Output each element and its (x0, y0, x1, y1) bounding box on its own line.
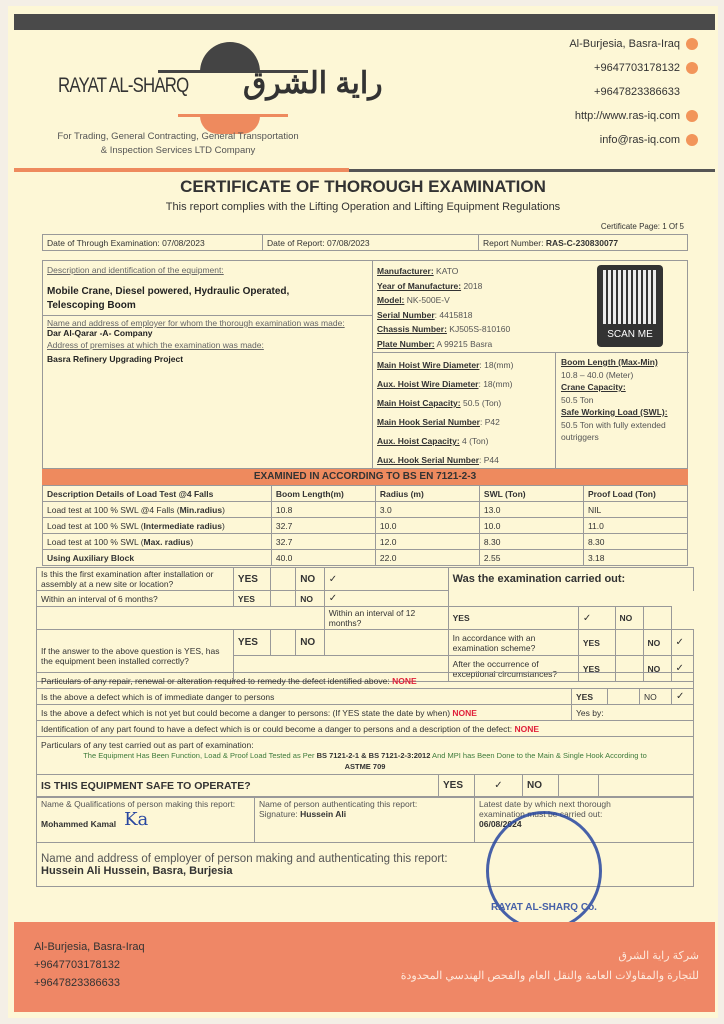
interval-yes-box[interactable]: ✓ (578, 607, 615, 630)
interval-question: Within an interval of 6 months? (37, 591, 234, 607)
installed-correctly-question: If the answer to the above question is YES, has the equipment been installed correctly? (37, 630, 234, 682)
table-cell: 8.30 (479, 534, 583, 550)
none-value: NONE (514, 723, 540, 734)
maker-cell (37, 798, 255, 843)
examined-header: EXAMINED IN ACCORDING TO BS EN 7121-2-3 (42, 469, 688, 485)
label: Crane Capacity: (561, 382, 626, 392)
spec-value: KJ505S-810160 (446, 324, 511, 334)
hoist-value: : P42 (479, 417, 500, 427)
footer-tagline-arabic: للتجارة والمقاولات العامة والنقل العام والفحص الهندسي المحدودة (400, 970, 699, 982)
equipment-section (42, 260, 688, 469)
label: Name & Qualifications of person making this report: (41, 799, 236, 809)
safe-no-box[interactable] (559, 775, 599, 797)
premises-value: Basra Refinery Upgrading Project (47, 354, 184, 364)
blank-cell (37, 607, 325, 630)
yes-label: YES (578, 630, 615, 656)
table-cell: 11.0 (583, 518, 687, 534)
hoist-row (377, 451, 551, 470)
table-cell: 12.0 (375, 534, 479, 550)
hoist-label: Main Hoist Wire Diameter (377, 360, 480, 370)
tests-standard: ASTME 709 (344, 761, 386, 771)
first-exam-no-check[interactable]: ✓ (324, 568, 448, 591)
yes-label: YES (233, 568, 270, 591)
stamp-text: RAYAT AL-SHARQ Co. (491, 902, 597, 913)
hoist-value: : 18(mm) (478, 379, 513, 389)
hoist-label: Main Hook Serial Number (377, 417, 480, 427)
spec-label: Serial Number (377, 309, 435, 320)
contact-item (569, 38, 698, 50)
load-description (43, 550, 272, 566)
spec-label: Manufacturer: (377, 266, 434, 276)
hoist-value: 50.5 (Ton) (460, 398, 502, 408)
label: Particulars of any repair, renewal or alteration required to remedy the defect identified above: (41, 675, 393, 686)
text: ) (222, 504, 225, 515)
scan-me-label: SCAN ME (607, 329, 653, 340)
load-description (43, 518, 272, 534)
footer (14, 922, 715, 1012)
footer-company-arabic: شركة راية الشرق (618, 950, 699, 962)
yes-box[interactable] (608, 689, 640, 705)
contact-item (600, 134, 698, 146)
interval-yes-box[interactable] (615, 630, 643, 656)
safe-question: IS THIS EQUIPMENT SAFE TO OPERATE? (37, 775, 439, 797)
label: Name and address of employer of person making and authenticating this report: (41, 852, 448, 865)
interval-row (37, 630, 694, 656)
table-cell: 40.0 (271, 550, 375, 566)
spec-value: 2018 (461, 280, 483, 291)
footer-phone: +9647823386633 (34, 977, 120, 989)
hoist-label: Aux. Hook Serial Number (377, 455, 480, 465)
text: ) (221, 520, 225, 531)
label: Safe Working Load (SWL): (561, 407, 668, 417)
divider (14, 168, 349, 172)
text: Load test at 100 % SWL @4 Falls ( (47, 504, 180, 515)
divider (349, 169, 715, 172)
hoist-row (377, 432, 551, 451)
spec-label: Model: (377, 295, 405, 305)
mail-icon (686, 134, 698, 146)
defects-table (36, 672, 694, 775)
hoist-row (377, 375, 551, 394)
yes-label: YES (233, 630, 270, 656)
none-value: NONE (392, 675, 417, 686)
spec-label: Plate Number: (377, 338, 435, 349)
yes-label: YES (578, 656, 615, 682)
label: Identification of any part found to have a defect which is or could become a danger to persons and a description of the defect: (41, 723, 515, 734)
text: Max. radius (143, 536, 191, 547)
table-cell: 2.55 (479, 550, 583, 566)
spec-value: NK-500E-V (404, 295, 450, 305)
interval-row (37, 607, 694, 630)
tests-standard: BS 7121-2-1 & BS 7121-2-3:2012 (316, 750, 431, 760)
table-row (43, 502, 688, 518)
contact-text: +9647703178132 (594, 62, 680, 74)
employer-value: Hussein Ali Hussein, Basra, Burjesia (41, 864, 233, 877)
interval-row (37, 591, 694, 607)
report-date: Date of Report: 07/08/2023 (263, 235, 479, 251)
no-label: NO (640, 689, 672, 705)
table-cell: 3.18 (583, 550, 687, 566)
none-value: NONE (452, 707, 477, 718)
interval-no-box[interactable]: ✓ (671, 630, 693, 656)
interval-question: After the occurrence of exceptional circumstances? (448, 656, 578, 682)
certificate-page (8, 6, 718, 1018)
contact-text[interactable]: info@ras-iq.com (599, 134, 680, 146)
tagline-line: For Trading, General Contracting, General Transportation (57, 131, 299, 142)
no-label: NO (296, 591, 325, 607)
boom-capacity (556, 353, 689, 447)
employer-value: Dar Al-Qarar -A- Company (47, 328, 153, 338)
spacer-icon (686, 86, 698, 98)
yes-label: YES (448, 607, 578, 630)
report-number (479, 235, 688, 251)
top-bar (14, 14, 715, 30)
label: Description and identification of the equipment: (47, 265, 224, 275)
text: Load test at 100 % SWL ( (47, 520, 144, 531)
text: Min.radius (179, 504, 223, 515)
contact-item (594, 86, 698, 98)
contact-text[interactable]: http://www.ras-iq.com (574, 110, 680, 122)
examination-questions (36, 567, 694, 682)
auth-cell (255, 798, 475, 843)
table-cell: NIL (583, 502, 687, 518)
label: Signature: (259, 809, 301, 819)
column-header: Radius (m) (375, 486, 479, 502)
table-cell: 8.30 (583, 534, 687, 550)
interval-no-box[interactable]: ✓ (324, 591, 448, 607)
table-row (43, 534, 688, 550)
future-danger-row (37, 705, 572, 721)
contact-text: +9647823386633 (594, 86, 680, 98)
tagline-line: & Inspection Services LTD Company (100, 145, 256, 156)
label: Name of person authenticating this report: (259, 799, 418, 809)
label: Latest date by which next thorough examination must be carried out: (479, 799, 611, 819)
yes-by-field[interactable]: Yes by: (572, 705, 694, 721)
hoist-label: Aux. Hoist Capacity: (377, 436, 460, 446)
yes-label: YES (572, 689, 608, 705)
brand-name: RAYAT AL-SHARQ (58, 74, 189, 97)
hoist-row (377, 413, 551, 432)
first-exam-question: Is this the first examination after installation or assembly at a new site or location? (37, 568, 234, 591)
interval-no-box[interactable] (643, 607, 671, 630)
label: Address of premises at which the examination was made: (47, 340, 264, 350)
capacity-value: 50.5 Ton (561, 394, 594, 405)
page-title: CERTIFICATE OF THOROUGH EXAMINATION (180, 177, 546, 196)
table-cell: 13.0 (479, 502, 583, 518)
hoist-label: Aux. Hoist Wire Diameter (377, 379, 479, 389)
first-exam-yes-box[interactable] (271, 568, 296, 591)
table-header (43, 486, 688, 502)
interval-yes-box[interactable] (271, 591, 296, 607)
spec-value: KATO (433, 266, 459, 276)
table-row (43, 518, 688, 534)
no-label: NO (296, 630, 325, 656)
contact-text: Al-Burjesia, Basra-Iraq (569, 38, 680, 50)
company-stamp (486, 811, 602, 931)
table-cell: 3.0 (375, 502, 479, 518)
label: Name and address of employer for whom the thorough examination was made: (47, 318, 345, 328)
text: ) (190, 536, 194, 547)
identification-row (37, 721, 694, 737)
footer-address: Al-Burjesia, Basra-Iraq (34, 941, 145, 953)
tests-text: The Equipment Has Been Function, Load & Proof Load Tested as Per (83, 750, 317, 760)
maker-signature: Ka (124, 809, 149, 830)
repair-row (37, 673, 694, 689)
globe-icon (686, 110, 698, 122)
hoist-row (377, 356, 551, 375)
safe-row (36, 774, 694, 797)
hoist-row (377, 394, 551, 413)
installed-no-box[interactable] (324, 630, 448, 656)
no-label: NO (296, 568, 325, 591)
interval-question: In accordance with an examination scheme? (448, 630, 578, 656)
no-check[interactable]: ✓ (672, 689, 694, 705)
page-subtitle: This report complies with the Lifting Operation and Lifting Equipment Regulations (165, 201, 561, 213)
interval-no-box[interactable]: ✓ (671, 656, 693, 682)
equipment-description (43, 261, 373, 468)
table-cell: 10.0 (479, 518, 583, 534)
boom-value: 10.8 – 40.0 (Meter) (561, 369, 634, 380)
spec-label: Chassis Number: (377, 324, 447, 334)
tagline (48, 130, 308, 158)
phone-icon (686, 62, 698, 74)
text: Intermediate radius (143, 520, 222, 531)
no-label: NO (615, 607, 643, 630)
interval-question: Within an interval of 12 months? (324, 607, 448, 630)
hoist-label: Main Hoist Capacity: (377, 398, 461, 408)
contact-item (575, 110, 698, 122)
brand-name-arabic: راية الشرق (243, 67, 383, 100)
no-label: NO (643, 656, 671, 682)
qr-code[interactable] (597, 265, 663, 347)
load-test-table (42, 485, 688, 566)
contact-item (594, 62, 698, 74)
column-header: SWL (Ton) (479, 486, 583, 502)
no-label: NO (523, 775, 559, 797)
yes-label: YES (439, 775, 475, 797)
table-row (43, 550, 688, 566)
location-icon (686, 38, 698, 50)
table-cell: 10.0 (375, 518, 479, 534)
qr-code-icon (603, 270, 657, 324)
hoist-value: : P44 (479, 455, 499, 465)
tests-text: And MPI has Been Done to the Main & Single Hook According to (430, 750, 647, 760)
hoist-value: 4 (Ton) (459, 436, 489, 446)
table-cell: 32.7 (271, 518, 375, 534)
next-exam-date: 06/08/2024 (479, 819, 522, 829)
label: Particulars of any test carried out as part of examination: (41, 739, 254, 750)
spec-value: : 4415818 (434, 309, 473, 320)
text: Load test at 100 % SWL ( (47, 536, 144, 547)
load-description (43, 534, 272, 550)
maker-name: Mohammed Kamal (41, 819, 117, 829)
column-header: Boom Length(m) (271, 486, 375, 502)
column-header: Proof Load (Ton) (583, 486, 687, 502)
table-cell: 10.8 (271, 502, 375, 518)
installed-yes-box[interactable] (271, 630, 296, 656)
report-number-value: RAS-C-230830077 (545, 237, 619, 248)
table-cell: 22.0 (375, 550, 479, 566)
label: Is the above a defect which is not yet but could become a danger to persons: (If YES state the date by when) (41, 707, 453, 718)
carried-out-heading: Was the examination carried out: (448, 568, 693, 591)
yes-label: YES (233, 591, 270, 607)
equipment-specs (373, 261, 689, 465)
footer-phone: +9647703178132 (34, 959, 120, 971)
safe-yes-check[interactable]: ✓ (475, 775, 523, 797)
label: Boom Length (Max-Min) (561, 357, 658, 367)
no-label: NO (643, 630, 671, 656)
dates-row (42, 234, 688, 251)
hoist-value: : 18(mm) (479, 360, 514, 370)
equipment-description-value: Mobile Crane, Diesel powered, Hydraulic Operated, Telescoping Boom (47, 286, 290, 311)
column-header: Description Details of Load Test @4 Falls (43, 486, 272, 502)
swl-value: 50.5 Ton with fully extended outriggers (561, 419, 666, 442)
spec-value: A 99215 Basra (434, 338, 493, 349)
tests-row (37, 737, 694, 775)
spec-label: Year of Manufacture: (377, 280, 462, 291)
exam-date: Date of Through Examination: 07/08/2023 (43, 235, 263, 251)
text: Using Auxiliary Block (47, 552, 135, 563)
certificate-page-number: Certificate Page: 1 Of 5 (600, 222, 684, 231)
auth-name: Hussein Ali (300, 809, 347, 819)
immediate-danger-question: Is the above a defect which is of immediate danger to persons (37, 689, 572, 705)
report-number-label: Report Number: (483, 237, 546, 248)
table-cell: 32.7 (271, 534, 375, 550)
load-description (43, 502, 272, 518)
